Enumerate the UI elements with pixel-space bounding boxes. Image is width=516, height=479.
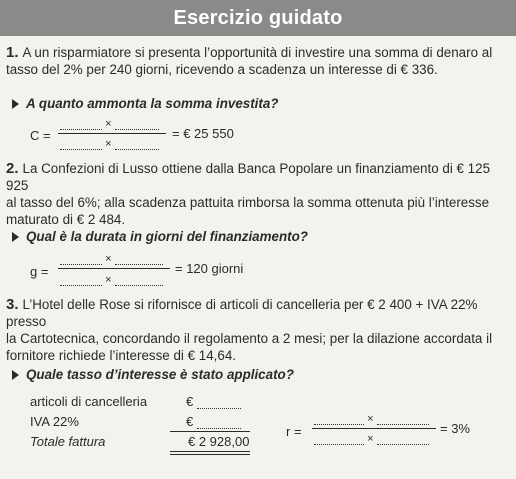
sum-line — [170, 431, 250, 432]
exercise-header — [0, 0, 516, 36]
exercise-1-result: = € 25 550 — [172, 126, 234, 141]
exercise-3-line3: fornitore richiede l’interesse di € 14,64. — [6, 348, 237, 363]
exercise-1-line1: A un risparmiatore si presenta l’opportunità di investire una somma di denaro al — [22, 45, 493, 60]
exercise-2-text — [6, 160, 510, 228]
row-value[interactable] — [186, 394, 241, 409]
exercise-3-number: 3. — [6, 296, 19, 313]
exercise-2-number: 2. — [6, 160, 19, 177]
blank-field[interactable] — [60, 254, 102, 265]
euro-sign: € — [186, 414, 194, 429]
exercise-2-question-text: Qual è la durata in giorni del finanziamento? — [26, 229, 308, 244]
total-underline — [170, 451, 250, 452]
row-label: IVA 22% — [30, 414, 79, 429]
exercise-3-text — [6, 296, 510, 364]
blank-field[interactable] — [197, 398, 241, 409]
row-label: articoli di cancelleria — [30, 394, 148, 409]
exercise-1-line2: tasso del 2% per 240 giorni, ricevendo a scadenza un interesse di € 336. — [6, 62, 438, 77]
times-sign: × — [367, 413, 374, 425]
times-sign: × — [105, 138, 112, 150]
exercise-1-question — [12, 96, 279, 111]
blank-field[interactable] — [115, 139, 159, 150]
times-sign: × — [105, 253, 112, 265]
fraction-bar — [58, 133, 166, 134]
blank-field[interactable] — [314, 434, 364, 445]
exercise-2-question — [12, 229, 308, 244]
exercise-3-formula-var: r = — [286, 424, 302, 439]
blank-field[interactable] — [377, 414, 429, 425]
blank-field[interactable] — [115, 119, 159, 130]
row-label: Totale fattura — [30, 434, 106, 449]
exercise-1-text — [6, 44, 510, 78]
exercise-1-numerator[interactable] — [60, 118, 159, 130]
exercise-3-question-text: Quale tasso d’interesse è stato applicato? — [26, 367, 294, 382]
exercise-3-line2: la Cartotecnica, concordando il regolamento a 2 mesi; per la dilazione accordata il — [6, 331, 493, 346]
exercise-3-question — [12, 367, 294, 382]
blank-field[interactable] — [197, 418, 241, 429]
exercise-2-line3: maturato di € 2 484. — [6, 212, 126, 227]
fraction-bar — [312, 428, 436, 429]
times-sign: × — [105, 118, 112, 130]
euro-sign: € — [186, 394, 194, 409]
exercise-1-number: 1. — [6, 44, 19, 61]
blank-field[interactable] — [60, 275, 102, 286]
exercise-3-numerator[interactable] — [314, 413, 429, 425]
page-title: Esercizio guidato — [173, 6, 343, 29]
exercise-2-numerator[interactable] — [60, 253, 163, 265]
row-value: € 2 928,00 — [188, 434, 250, 449]
exercise-2-line1: La Confezioni di Lusso ottiene dalla Banca Popolare un finanziamento di € 125 925 — [6, 161, 491, 193]
exercise-1-question-text: A quanto ammonta la somma investita? — [26, 96, 279, 111]
total-underline — [170, 454, 250, 455]
triangle-bullet-icon — [12, 232, 19, 242]
blank-field[interactable] — [115, 254, 163, 265]
exercise-1-formula-var: C = — [30, 128, 51, 143]
blank-field[interactable] — [377, 434, 429, 445]
exercise-3-result: = 3% — [440, 421, 470, 436]
exercise-2-formula-var: g = — [30, 264, 49, 279]
blank-field[interactable] — [115, 275, 163, 286]
exercise-2-denominator[interactable] — [60, 274, 163, 286]
exercise-3-denominator[interactable] — [314, 433, 429, 445]
blank-field[interactable] — [60, 119, 102, 130]
triangle-bullet-icon — [12, 370, 19, 380]
blank-field[interactable] — [314, 414, 364, 425]
exercise-1-denominator[interactable] — [60, 138, 159, 150]
fraction-bar — [58, 268, 170, 269]
exercise-2-result: = 120 giorni — [175, 261, 244, 276]
triangle-bullet-icon — [12, 99, 19, 109]
blank-field[interactable] — [60, 139, 102, 150]
times-sign: × — [105, 274, 112, 286]
exercise-3-line1: L’Hotel delle Rose si rifornisce di articoli di cancelleria per € 2 400 + IVA 22% presso — [6, 297, 478, 329]
row-value[interactable] — [186, 414, 241, 429]
times-sign: × — [367, 433, 374, 445]
exercise-2-line2: al tasso del 6%; alla scadenza pattuita rimborsa la somma ottenuta più l’interesse — [6, 195, 490, 210]
